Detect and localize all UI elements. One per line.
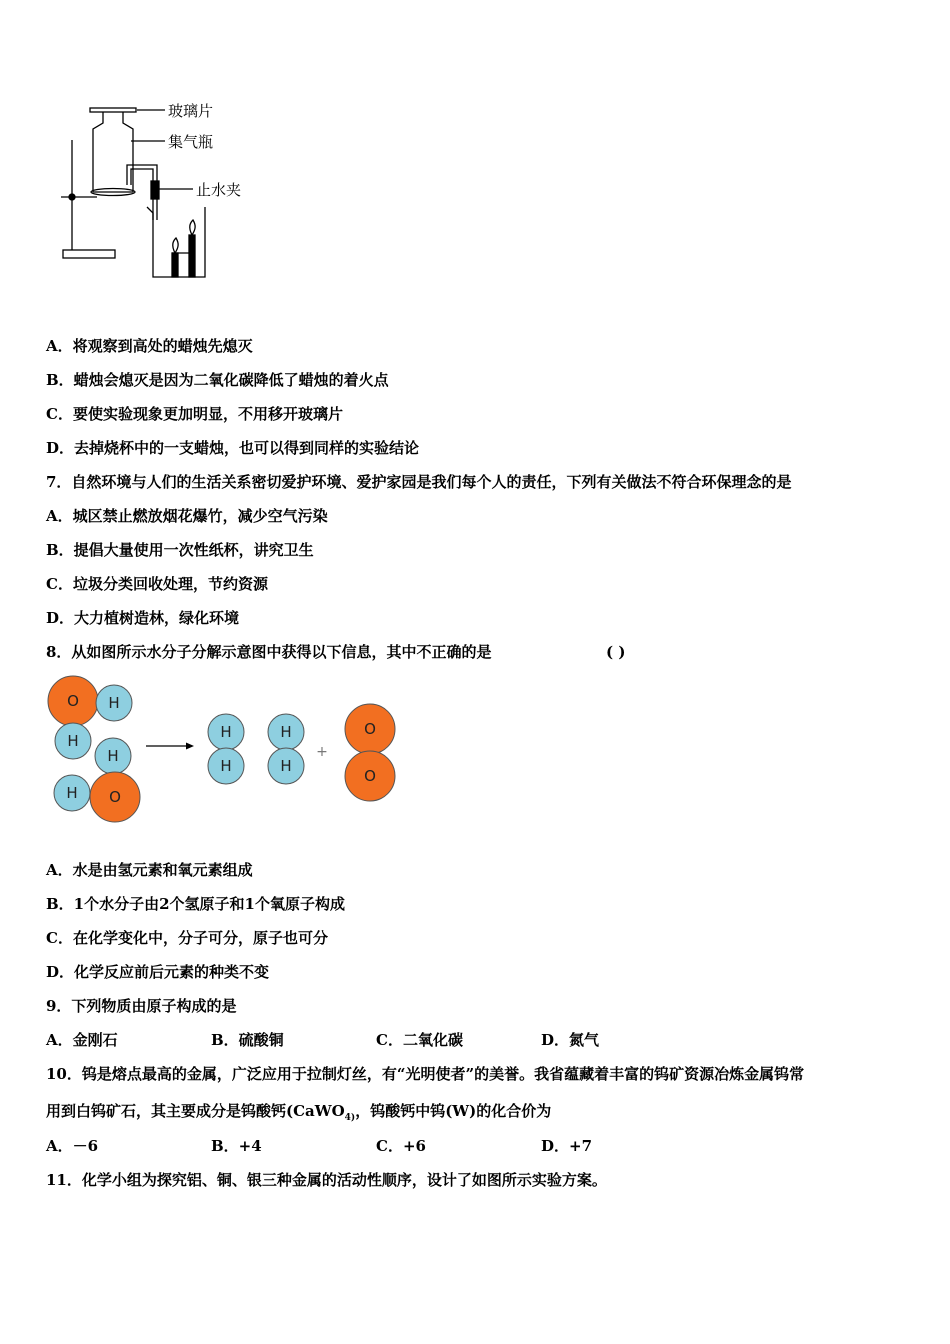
- q9-stem: 9．下列物质由原子构成的是: [46, 997, 237, 1015]
- q10-stem-line1: 10．钨是熔点最高的金属，广泛应用于拉制灯丝，有“光明使者”的美誉。我省蕴藏着丰富的钨矿资源冶炼金属钨常: [46, 1065, 805, 1083]
- q10-options-row: [46, 1136, 906, 1156]
- q8-option-d: D．化学反应前后元素的种类不变: [46, 963, 270, 981]
- q7-option-a: A．城区禁止燃放烟花爆竹，减少空气污染: [46, 507, 328, 525]
- q7-stem: 7．自然环境与人们的生活关系密切爱护环境、爱护家园是我们每个人的责任，下列有关做法不符合环保理念的是: [46, 473, 792, 491]
- q6-option-d: D．去掉烧杯中的一支蜡烛，也可以得到同样的实验结论: [46, 439, 420, 457]
- q9-option-b: B．硫酸铜: [211, 1031, 284, 1049]
- atom-label: H: [220, 723, 232, 741]
- q9-option-a: A．金刚石: [46, 1031, 118, 1049]
- atom-label: H: [280, 723, 292, 741]
- atom-label: O: [67, 692, 79, 710]
- reaction-arrow: [146, 743, 194, 750]
- atom-label: H: [66, 784, 78, 802]
- q9-option-d: D．氮气: [541, 1031, 600, 1049]
- q10-stem-line2: [46, 1101, 551, 1128]
- atom-label: H: [280, 757, 292, 775]
- q7-option-d: D．大力植树造林，绿化环境: [46, 609, 240, 627]
- q8-option-a: A．水是由氢元素和氧元素组成: [46, 861, 253, 879]
- q10-option-d: D．+7: [541, 1137, 593, 1155]
- q8-option-b: B．1个水分子由2个氢原子和1个氧原子构成: [46, 895, 345, 913]
- q9-options-row: [46, 1030, 906, 1050]
- q11-stem: 11．化学小组为探究铝、铜、银三种金属的活动性顺序，设计了如图所示实验方案。: [46, 1171, 607, 1189]
- gas-bottle-label: 集气瓶: [168, 133, 214, 151]
- q9-option-c: C．二氧化碳: [376, 1031, 463, 1049]
- q7-option-c: C．垃圾分类回收处理，节约资源: [46, 575, 268, 593]
- atom-label: H: [107, 747, 119, 765]
- gas-bottle-apparatus-figure: [55, 95, 265, 295]
- glass-plate-label: 玻璃片: [168, 102, 214, 120]
- atom-label: H: [108, 694, 120, 712]
- water-clip-label: 止水夹: [196, 181, 242, 199]
- q7-option-b: B．提倡大量使用一次性纸杯，讲究卫生: [46, 541, 314, 559]
- atom-label: O: [364, 720, 376, 738]
- q10-formula-subscript: 4): [344, 1113, 356, 1123]
- atom-label: H: [67, 732, 79, 750]
- q6-option-a: A．将观察到高处的蜡烛先熄灭: [46, 337, 253, 355]
- water-decomposition-diagram: [40, 672, 410, 832]
- q8-stem: 8．从如图所示水分子分解示意图中获得以下信息，其中不正确的是: [46, 643, 492, 661]
- q10-option-a: A．－6: [46, 1137, 99, 1155]
- q6-option-c: C．要使实验现象更加明显，不用移开玻璃片: [46, 405, 343, 423]
- q6-option-b: B．蜡烛会熄灭是因为二氧化碳降低了蜡烛的着火点: [46, 371, 389, 389]
- q8-answer-paren: ( ): [606, 643, 626, 661]
- atom-label: H: [220, 757, 232, 775]
- q8-option-c: C．在化学变化中，分子可分，原子也可分: [46, 929, 328, 947]
- q10-stem-part-b: ，钨酸钙中钨(W)的化合价为: [355, 1102, 552, 1120]
- q10-option-c: C．+6: [376, 1137, 426, 1155]
- q10-option-b: B．+4: [211, 1137, 262, 1155]
- q10-stem-part-a: 用到白钨矿石，其主要成分是钨酸钙(CaWO: [46, 1102, 345, 1120]
- atom-label: O: [109, 788, 121, 806]
- plus-sign: +: [316, 744, 328, 760]
- atom-label: O: [364, 767, 376, 785]
